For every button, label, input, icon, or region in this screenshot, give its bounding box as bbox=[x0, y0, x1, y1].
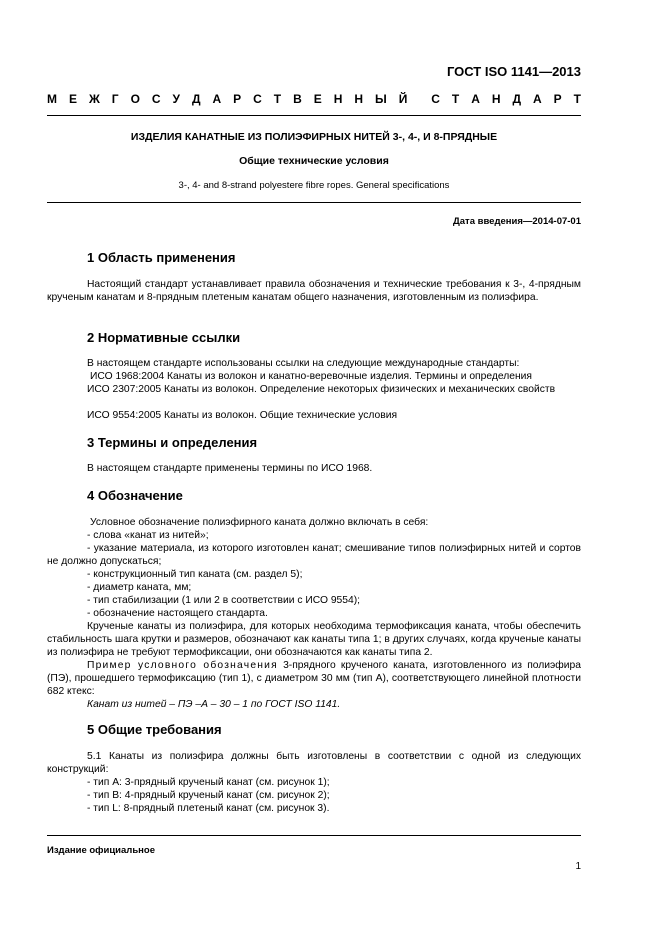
section-5-heading: 5 Общие требования bbox=[87, 722, 222, 737]
english-title: 3-, 4- and 8-strand polyestere fibre ropes. General specifications bbox=[178, 180, 450, 191]
interstate-letter: Т bbox=[273, 92, 282, 106]
section-2-heading: 2 Нормативные ссылки bbox=[87, 330, 241, 345]
designation-example bbox=[47, 659, 581, 699]
reference-iso-9554: ИСО 9554:2005 Канаты из волокон. Общие технические условия bbox=[87, 410, 398, 421]
title-divider bbox=[47, 202, 581, 203]
interstate-letter: В bbox=[293, 92, 302, 106]
designation-item: - конструкционный тип каната (см. раздел 5); bbox=[87, 569, 303, 580]
reference-iso-2307: ИСО 2307:2005 Канаты из волокон. Определение некоторых физических и механических свойств bbox=[87, 384, 556, 395]
designation-item: - обозначение настоящего стандарта. bbox=[87, 608, 268, 619]
interstate-letter: С bbox=[151, 92, 161, 106]
interstate-letter: Р bbox=[233, 92, 242, 106]
section-2-intro: В настоящем стандарте использованы ссылки на следующие международные стандарты: bbox=[87, 358, 520, 369]
interstate-letter: А bbox=[471, 92, 480, 106]
interstate-letter: Ы bbox=[374, 92, 387, 106]
interstate-letter: М bbox=[47, 92, 57, 106]
example-label: Пример условного обозначения bbox=[87, 660, 278, 671]
example-code: Канат из нитей – ПЭ –А – 30 – 1 по ГОСТ ISO 1141. bbox=[87, 699, 341, 710]
interstate-letter: Н bbox=[354, 92, 363, 106]
section-5-text: 5.1 Канаты из полиэфира должны быть изготовлены в соответствии с одной из следующих конструкций: bbox=[47, 751, 581, 776]
example-text: 3-прядного крученого каната, изготовленного из полиэфира (ПЭ), прошедшего термофиксацию (тип 1), с диаметром 30 мм (тип А), соответствующего линейной плотности 682 ктекс: bbox=[47, 660, 581, 698]
designation-item: - диаметр каната, мм; bbox=[87, 582, 192, 593]
interstate-letter: О bbox=[130, 92, 140, 106]
construction-type-item: - тип А: 3-прядный крученый канат (см. рисунок 1); bbox=[87, 777, 330, 788]
section-4-intro: Условное обозначение полиэфирного каната должно включать в себя: bbox=[90, 517, 429, 528]
interstate-letter: Д bbox=[512, 92, 522, 106]
introduction-date: Дата введения—2014-07-01 bbox=[453, 216, 581, 227]
interstate-letter: Н bbox=[333, 92, 343, 106]
document-subtitle: Общие технические условия bbox=[239, 155, 389, 167]
section-3-text: В настоящем стандарте применены термины по ИСО 1968. bbox=[87, 463, 373, 474]
document-title: ИЗДЕЛИЯ КАНАТНЫЕ ИЗ ПОЛИЭФИРНЫХ НИТЕЙ 3-, 4-, И 8-ПРЯДНЫЕ bbox=[130, 131, 498, 143]
interstate-letter: Е bbox=[68, 92, 77, 106]
construction-type-item: - тип В: 4-прядный крученый канат (см. рисунок 2); bbox=[87, 790, 330, 801]
construction-type-item: - тип L: 8-прядный плетеный канат (см. рисунок 3). bbox=[87, 803, 330, 814]
interstate-letter: Т bbox=[573, 92, 581, 106]
interstate-standard-label bbox=[47, 92, 581, 106]
interstate-letter: Ж bbox=[88, 92, 100, 106]
interstate-letter: Г bbox=[111, 92, 119, 106]
interstate-letter: Й bbox=[398, 92, 408, 106]
official-edition-label: Издание официальное bbox=[47, 845, 155, 856]
section-4-paragraph: Крученые канаты из полиэфира, для которых необходима термофиксация каната, чтобы обеспечить стабильность шага крутки и размеров, обозначают как канаты типа 1; в других случаях, когда крученые канаты из полиэфира не требуют термофиксации, они обозначаются как канаты типа 2. bbox=[47, 621, 581, 659]
interstate-letter: А bbox=[212, 92, 222, 106]
designation-item: - слова «канат из нитей»; bbox=[87, 530, 209, 541]
section-4-heading: 4 Обозначение bbox=[87, 488, 183, 503]
section-1-heading: 1 Область применения bbox=[87, 250, 236, 265]
interstate-letter: У bbox=[172, 92, 180, 106]
section-1-text: Настоящий стандарт устанавливает правила обозначения и технические требования к 3-, 4-прядным крученым канатам и 8-прядным плетеным канатам общего назначения, изготовленным из полиэфира. bbox=[47, 279, 581, 304]
interstate-letter: Е bbox=[313, 92, 322, 106]
reference-iso-1968: ИСО 1968:2004 Канаты из волокон и канатно-веревочные изделия. Термины и определения bbox=[90, 371, 533, 382]
page-number: 1 bbox=[575, 861, 581, 872]
interstate-letter: Д bbox=[191, 92, 201, 106]
footer-divider bbox=[47, 835, 581, 836]
interstate-letter: С bbox=[431, 92, 440, 106]
interstate-letter: А bbox=[533, 92, 542, 106]
section-3-heading: 3 Термины и определения bbox=[87, 435, 258, 450]
designation-item: - тип стабилизации (1 или 2 в соответствии с ИСО 9554); bbox=[87, 595, 361, 606]
designation-item: - указание материала, из которого изготовлен канат; смешивание типов полиэфирных нитей и сортов не должно допускаться; bbox=[47, 543, 581, 568]
interstate-letter: Р bbox=[553, 92, 562, 106]
interstate-letter: Т bbox=[451, 92, 460, 106]
interstate-letter: Н bbox=[491, 92, 501, 106]
standard-code: ГОСТ ISO 1141—2013 bbox=[446, 64, 581, 79]
interstate-letter: С bbox=[253, 92, 262, 106]
header-divider bbox=[47, 115, 581, 116]
